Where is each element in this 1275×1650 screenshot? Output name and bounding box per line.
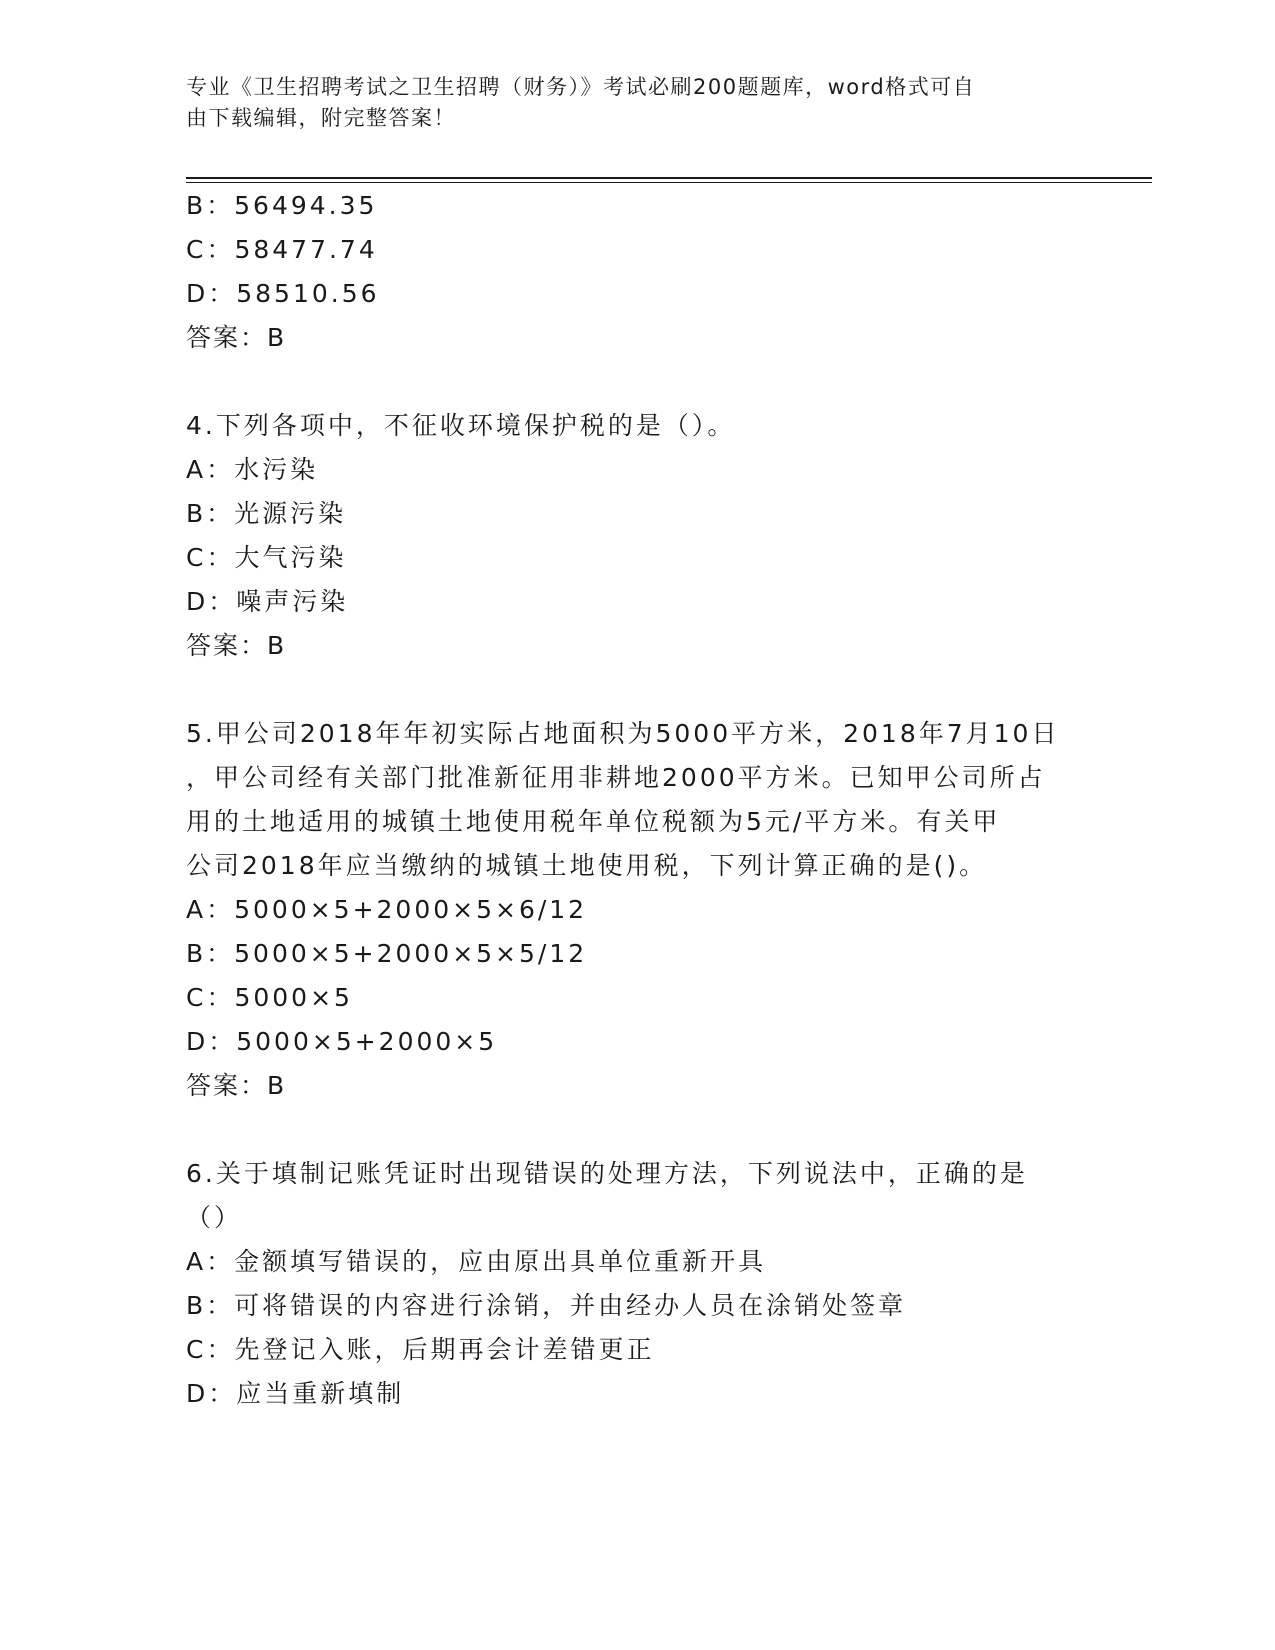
q6-option-d: D：应当重新填制 <box>186 1379 405 1408</box>
q6-option-c: C：先登记入账，后期再会计差错更正 <box>186 1335 655 1364</box>
q5-stem-line-2: ，甲公司经有关部门批准新征用非耕地2000平方米。已知甲公司所占 <box>186 763 1046 792</box>
q4-option-a: A：水污染 <box>186 455 319 484</box>
q3-answer: 答案：B <box>186 323 287 352</box>
q4-option-b: B：光源污染 <box>186 499 347 528</box>
q4-option-d: D：噪声污染 <box>186 587 349 616</box>
q5-option-b: B：5000×5+2000×5×5/12 <box>186 939 588 968</box>
q5-option-d: D：5000×5+2000×5 <box>186 1027 498 1056</box>
header-line-2: 由下载编辑，附完整答案！ <box>186 106 456 130</box>
q3-option-c: C：58477.74 <box>186 235 378 264</box>
q6-stem-line-1: 6.关于填制记账凭证时出现错误的处理方法，下列说法中，正确的是 <box>186 1159 1028 1188</box>
q6-option-a: A：金额填写错误的，应由原出具单位重新开具 <box>186 1247 767 1276</box>
header-rule-thin <box>186 182 1152 183</box>
document-header <box>186 72 1066 134</box>
q5-stem-line-3: 用的土地适用的城镇土地使用税年单位税额为5元/平方米。有关甲 <box>186 807 1001 836</box>
q4-stem: 4.下列各项中，不征收环境保护税的是（）。 <box>186 411 736 440</box>
q5-option-c: C：5000×5 <box>186 983 353 1012</box>
header-line-1: 专业《卫生招聘考试之卫生招聘（财务）》考试必刷200题题库，word格式可自 <box>186 75 976 99</box>
q6-stem-line-2: （） <box>186 1203 243 1232</box>
q3-option-d: D：58510.56 <box>186 279 380 308</box>
q3-option-b: B：56494.35 <box>186 191 378 220</box>
q5-answer: 答案：B <box>186 1071 287 1100</box>
q5-stem-line-1: 5.甲公司2018年年初实际占地面积为5000平方米，2018年7月10日 <box>186 719 1060 748</box>
q4-answer: 答案：B <box>186 631 287 660</box>
q5-stem-line-4: 公司2018年应当缴纳的城镇土地使用税，下列计算正确的是()。 <box>186 851 988 880</box>
header-rule-thick <box>186 177 1152 179</box>
q6-option-b: B：可将错误的内容进行涂销，并由经办人员在涂销处签章 <box>186 1291 907 1320</box>
q5-option-a: A：5000×5+2000×5×6/12 <box>186 895 588 924</box>
q4-option-c: C：大气污染 <box>186 543 347 572</box>
